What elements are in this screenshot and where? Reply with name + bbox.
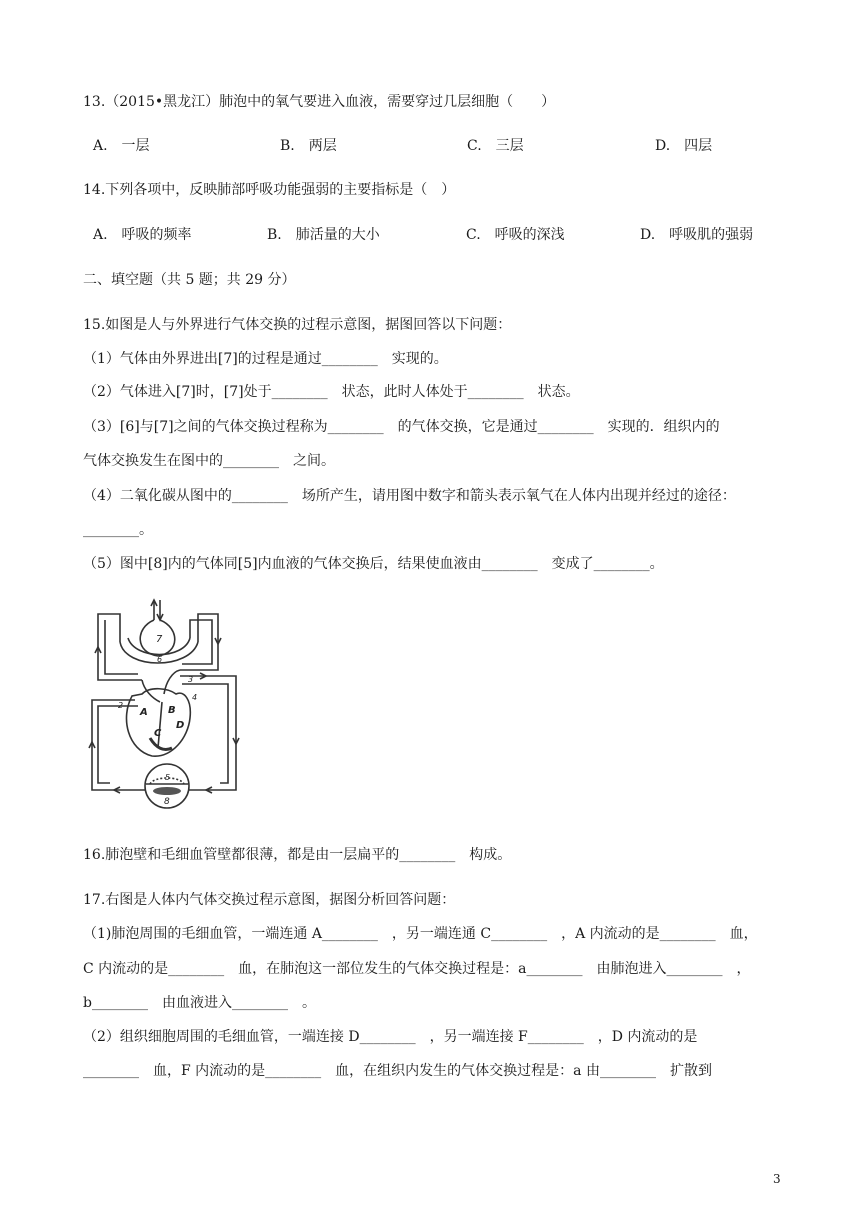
systemic-vessel-right-inner xyxy=(182,684,228,783)
label-7: 7 xyxy=(156,634,163,645)
q13-stem: 13.（2015•黑龙江）肺泡中的氧气要进入血液，需要穿过几层细胞（ ） xyxy=(83,94,556,110)
label-8: 8 xyxy=(164,797,170,807)
q14-stem: 14.下列各项中，反映肺部呼吸功能强弱的主要指标是（ ） xyxy=(83,182,456,198)
q15-part4-line2: ________。 xyxy=(83,522,153,538)
q15-stem: 15.如图是人与外界进行气体交换的过程示意图，据图回答以下问题： xyxy=(83,317,512,333)
gas-exchange-diagram xyxy=(80,598,250,823)
q17-stem: 17.右图是人体内气体交换过程示意图，据图分析回答问题： xyxy=(83,892,456,908)
section-heading: 二、填空题（共 5 题；共 29 分） xyxy=(83,272,296,288)
heart-apex-shading xyxy=(150,738,172,750)
q13-option-a: A. 一层 xyxy=(93,138,150,154)
label-c: C xyxy=(154,728,162,739)
q13-option-c: C. 三层 xyxy=(467,138,524,154)
page-number: 3 xyxy=(773,1172,781,1186)
systemic-vessel-left-inner xyxy=(98,706,138,783)
q15-part3-line2: 气体交换发生在图中的________ 之间。 xyxy=(83,453,335,469)
label-b: B xyxy=(168,705,176,716)
q15-part4-line1: （4）二氧化碳从图中的________ 场所产生，请用图中数字和箭头表示氧气在人体内出现并经过的途径： xyxy=(83,488,736,504)
q17-part1-line3: b________ 由血液进入________ 。 xyxy=(83,995,316,1011)
heart-septum xyxy=(158,702,162,748)
label-4: 4 xyxy=(192,693,198,702)
label-d: D xyxy=(176,720,185,731)
q14-option-d: D. 呼吸肌的强弱 xyxy=(640,227,754,243)
label-3: 3 xyxy=(188,675,194,684)
pulmonary-vessel-right-inner xyxy=(182,620,212,664)
q14-option-c: C. 呼吸的深浅 xyxy=(466,227,565,243)
q13-option-d: D. 四层 xyxy=(655,138,713,154)
q14-option-b: B. 肺活量的大小 xyxy=(267,227,380,243)
q17-part2-line1: （2）组织细胞周围的毛细血管，一端连接 D________ ，另一端连接 F________ ，D 内流动的是 xyxy=(83,1029,698,1045)
label-5: 5 xyxy=(165,773,171,782)
q16-stem: 16.肺泡壁和毛细血管壁都很薄，都是由一层扁平的________ 构成。 xyxy=(83,847,512,863)
label-6: 6 xyxy=(157,655,163,664)
tissue-cells xyxy=(153,787,181,795)
q17-part1-line2: C 内流动的是________ 血，在肺泡这一部位发生的气体交换过程是：a________ 由肺泡进入________ ， xyxy=(83,961,751,977)
label-a: A xyxy=(140,707,148,718)
q17-part1-line1: （1)肺泡周围的毛细血管，一端连通 A________ ，另一端连通 C________ ，A 内流动的是________ 血， xyxy=(83,926,758,942)
q15-part2: （2）气体进入[7]时，[7]处于________ 状态，此时人体处于________ 状态。 xyxy=(83,384,580,400)
q13-option-b: B. 两层 xyxy=(280,138,337,154)
q15-part1: （1）气体由外界进出[7]的过程是通过________ 实现的。 xyxy=(83,351,448,367)
q14-option-a: A. 呼吸的频率 xyxy=(93,227,192,243)
q15-part5: （5）图中[8]内的气体同[5]内血液的气体交换后，结果使血液由________ 变成了________。 xyxy=(83,556,664,572)
q17-part2-line2: ________ 血，F 内流动的是________ 血，在组织内发生的气体交换过程是：a 由________ 扩散到 xyxy=(83,1063,712,1079)
label-2: 2 xyxy=(118,701,124,710)
q15-part3-line1: （3）[6]与[7]之间的气体交换过程称为________ 的气体交换，它是通过________ 实现的．组织内的 xyxy=(83,419,720,435)
